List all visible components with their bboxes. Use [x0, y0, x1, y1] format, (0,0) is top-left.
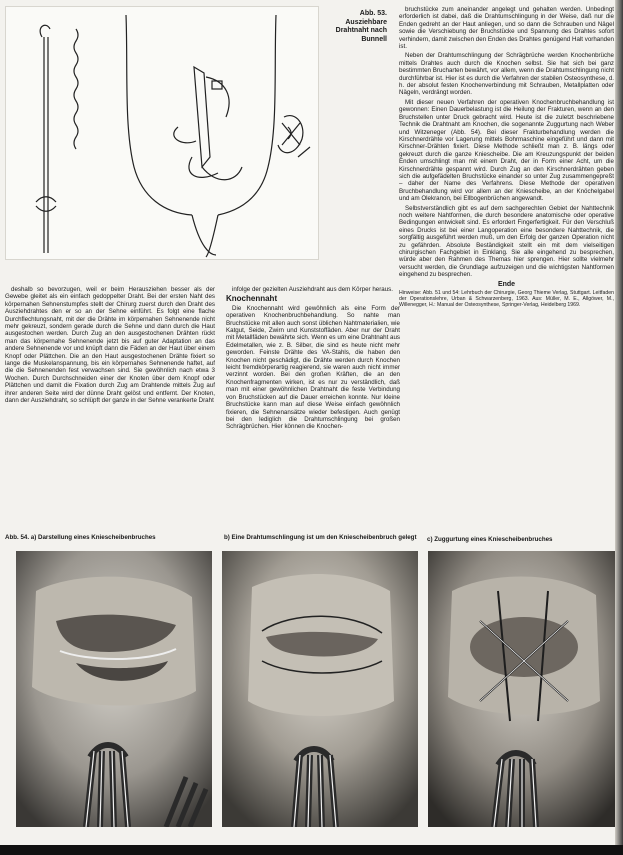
figure-53-caption: Abb. 53. Ausziehbare Drahtnaht nach Bunnell: [335, 10, 387, 43]
text-column-middle: [226, 286, 400, 526]
figure-54a-caption: Abb. 54. a) Darstellung eines Kniescheibenbruches: [5, 534, 156, 541]
paragraph: bruchstücke zum aneinander angelegt und gehalten werden. Unbedingt erforderlich ist dabei, daß die Drahtumschlingung in der Weise, daß nur die Enden gedreht an der Haut anliegen, und so dann die Schrauben und Nägel sowie die Verschiebung der Bruchstücke und Spannung des Drahtes sofort verhindern, damit zwischen den Enden des Drahtes genügend Halt vorhanden ist.: [399, 6, 614, 51]
figure-54b-photo: [222, 551, 418, 827]
figure-53-drawing: [5, 6, 319, 260]
text-column-left: [5, 286, 215, 526]
bunnell-suture-illustration: [6, 7, 318, 259]
scan-bottom-edge: [0, 845, 623, 855]
figure-54a-photo: [16, 551, 212, 827]
paragraph: Die Knochennaht wird gewöhnlich als eine Form der operativen Knochenbruchbehandlung. So nahte man Bruchstücke mit allen auch sonst üblichen Nahtmaterialien, wie Katgut, Seide, Zwirn und Kunststoffäden. Aber nur der Draht mit Metallfäden bewährte sich. Wenn es um eine Drahtnaht aus Edelmetallen, wie z. B. Silber, die sind es heute nicht mehr geworden. Feinste Drähte des VA-Stahls, die haben den Knochen nicht geschädigt, die Drähte werden durch Knochen leicht fremdkörperartig reagierend, sie waren auch nicht immer verzinnt worden. Bei den großen Kräften, die an den Knochenfragmenten wirken, ist es nur zu verständlich, daß man mit einer gewöhnlichen Drahtnaht die feste Verbindung von Bruchstücken auf die Dauer erreichen konnte. Nur kleine Bruchstücke kann man auf diese Weise einfach gewöhnlich fixieren, die Sehnenansätze wieder befestigen. Auch genügt bei den lediglich die Drahtumschlingung bei großen Schrägbrüchen. Hier können die Knochen-: [226, 304, 400, 431]
end-marker: Ende: [497, 280, 516, 288]
figure-54c-photo: [428, 551, 618, 827]
paragraph: infolge der gezielten Ausziehdraht aus dem Körper heraus.: [232, 286, 393, 293]
section-heading-knochennaht: Knochennaht: [226, 294, 278, 304]
scan-edge-shadow: [615, 0, 623, 855]
paragraph: deshalb so bevorzugen, weil er beim Herausziehen besser als der Gewebe gleitet als ein einfach gedoppelter Draht. Bei der ersten Naht des körpernahen Sehnenstumpfes stellt der Chirurg zuerst durch den Draht des Ausziehdrahtes den er so an der Sehne einführt. Es folgt eine flache Durchflechtungsnaht, mit der die Drähte im körpernahen Sehnenende nicht mehr gekreuzt, sondern gerade durch die Sehne und dann durch die Haut ausgestochen werden. Durch Zug an den ausgestochenen Drähten rückt man das körpernahe Sehnenende jetzt bis auf guter Adaptation an das andere Sehnenende vor und knüpft dann die Fäden an der Haut über einem Knopf oder Plättchen. Die an den Haut ausgestochenen Drähte fixiert so lange die Muskelanspannung, bis ein körpernahes Sehnenende haftet, auf die die Sehnenenden fest verwachsen sind. Sie gewöhnlich nach etwa 3 Wochen. Durch Durchschneiden einer der Knoten über dem Knopf oder Plättchen und damit die Fixation durch Zug am Drahtende mittels Zug auf ihrer anderen Seite wird der dünne Draht gelöst und entfernt. Der Knoten, dann der Ausziehdraht, so schlüpft der ganze in der Sehne verankerte Draht: [5, 286, 215, 405]
text-column-right: [399, 6, 614, 466]
literature-note: Hinweise: Abb. 51 und 54: Lehrbuch der Chirurgie, Georg Thieme Verlag, Stuttgart. Leitfaden der Operationslehre, Urban & Schwarzenberg, 1963. Aus: Müller, M. E., Allgöwer, M., Willenegger, H.: Manual der Osteosynthese, Springer-Verlag, Heidelberg 1969.: [399, 290, 614, 309]
paragraph: Selbstverständlich gibt es auf dem sachgerechten Gebiet der Nahttechnik noch weitere Nahtformen, die durch besondere anatomische oder operative Bedingungen entwickelt sind. Es erfordert Fingerfertigkeit. Für den Verschluß eines Drucks ist bei einer Langoperation eine besondere Nahttechnik, die sorgfältig ausgeführt werden muß, um den Erfolg der ganzen Operation nicht zu gefährden. Absolute Beständigkeit stellt ein mit dem vielseitigen chirurgischen Fachgebiet in Einklang. Sie alle eingehend zu besprechen, würde aber den Rahmen des Themas hier sprengen. Hier sollte vielmehr versucht werden, die Grundlage aufzuzeigen und die wichtigsten Nahtformen eingehend zu besprechen.: [399, 204, 614, 279]
paragraph: Neben der Drahtumschlingung der Schrägbrüche werden Knochenbrüche mittels Drahtes auch durch die Knochen selbst. Sie hat sich bei ganz bestimmten Brucharten bewährt, vor allem, wenn die Drahtumschlingung nicht durchführbar ist. Hier ist es durch die Verfahren der stabilen Osteosynthese, d. h. der absolut festen Knochenverbindung mit Schrauben, Metallplatten oder Nägeln, verdrängt worden.: [399, 52, 614, 97]
figure-54b-caption: b) Eine Drahtumschlingung ist um den Kniescheibenbruch gelegt: [224, 534, 417, 541]
figure-54c-caption: c) Zuggurtung eines Kniescheibenbruches: [427, 536, 553, 543]
paragraph: Mit dieser neuen Verfahren der operativen Knochenbruchbehandlung ist gewonnen: Einen Dauerbelastung ist die Heilung der Frakturen, wenn an den Bruchstellen unter Druck gebracht wird. Heute ist die zuletzt beschriebene Technik die Drahtnaht am Knochen, die sogenannte Zuggurtung nach Weber und Witzeneger (Abb. 54). Bei dieser Frakturbehandlung werden die Kirschnerdrähte vor Lagerung mittels Bohrmaschine eingeführt und dann mit Kirschner-Drähten fixiert. Diese Methode schließt man z. B. längs oder gekreuzt durch die ganze Kniescheibe. Die am Kreuzungspunkt der beiden Enden umschlingt man mit einem Draht, der in Form einer Acht, um die Kirschnerdrähte gespannt wird. Durch Zug an den Kirschnerdrähten geben sich die aufgefädelten Bruchstücke einander so unter Zug zusammengepreßt – daher der Name des Verfahrens. Diese Methode der operativen Bruchbehandlung wird vor allem an der Kniescheibe, an der Knöchelgabel und am Olekranon, bei Ellbogenbrüchen angewandt.: [399, 98, 614, 203]
